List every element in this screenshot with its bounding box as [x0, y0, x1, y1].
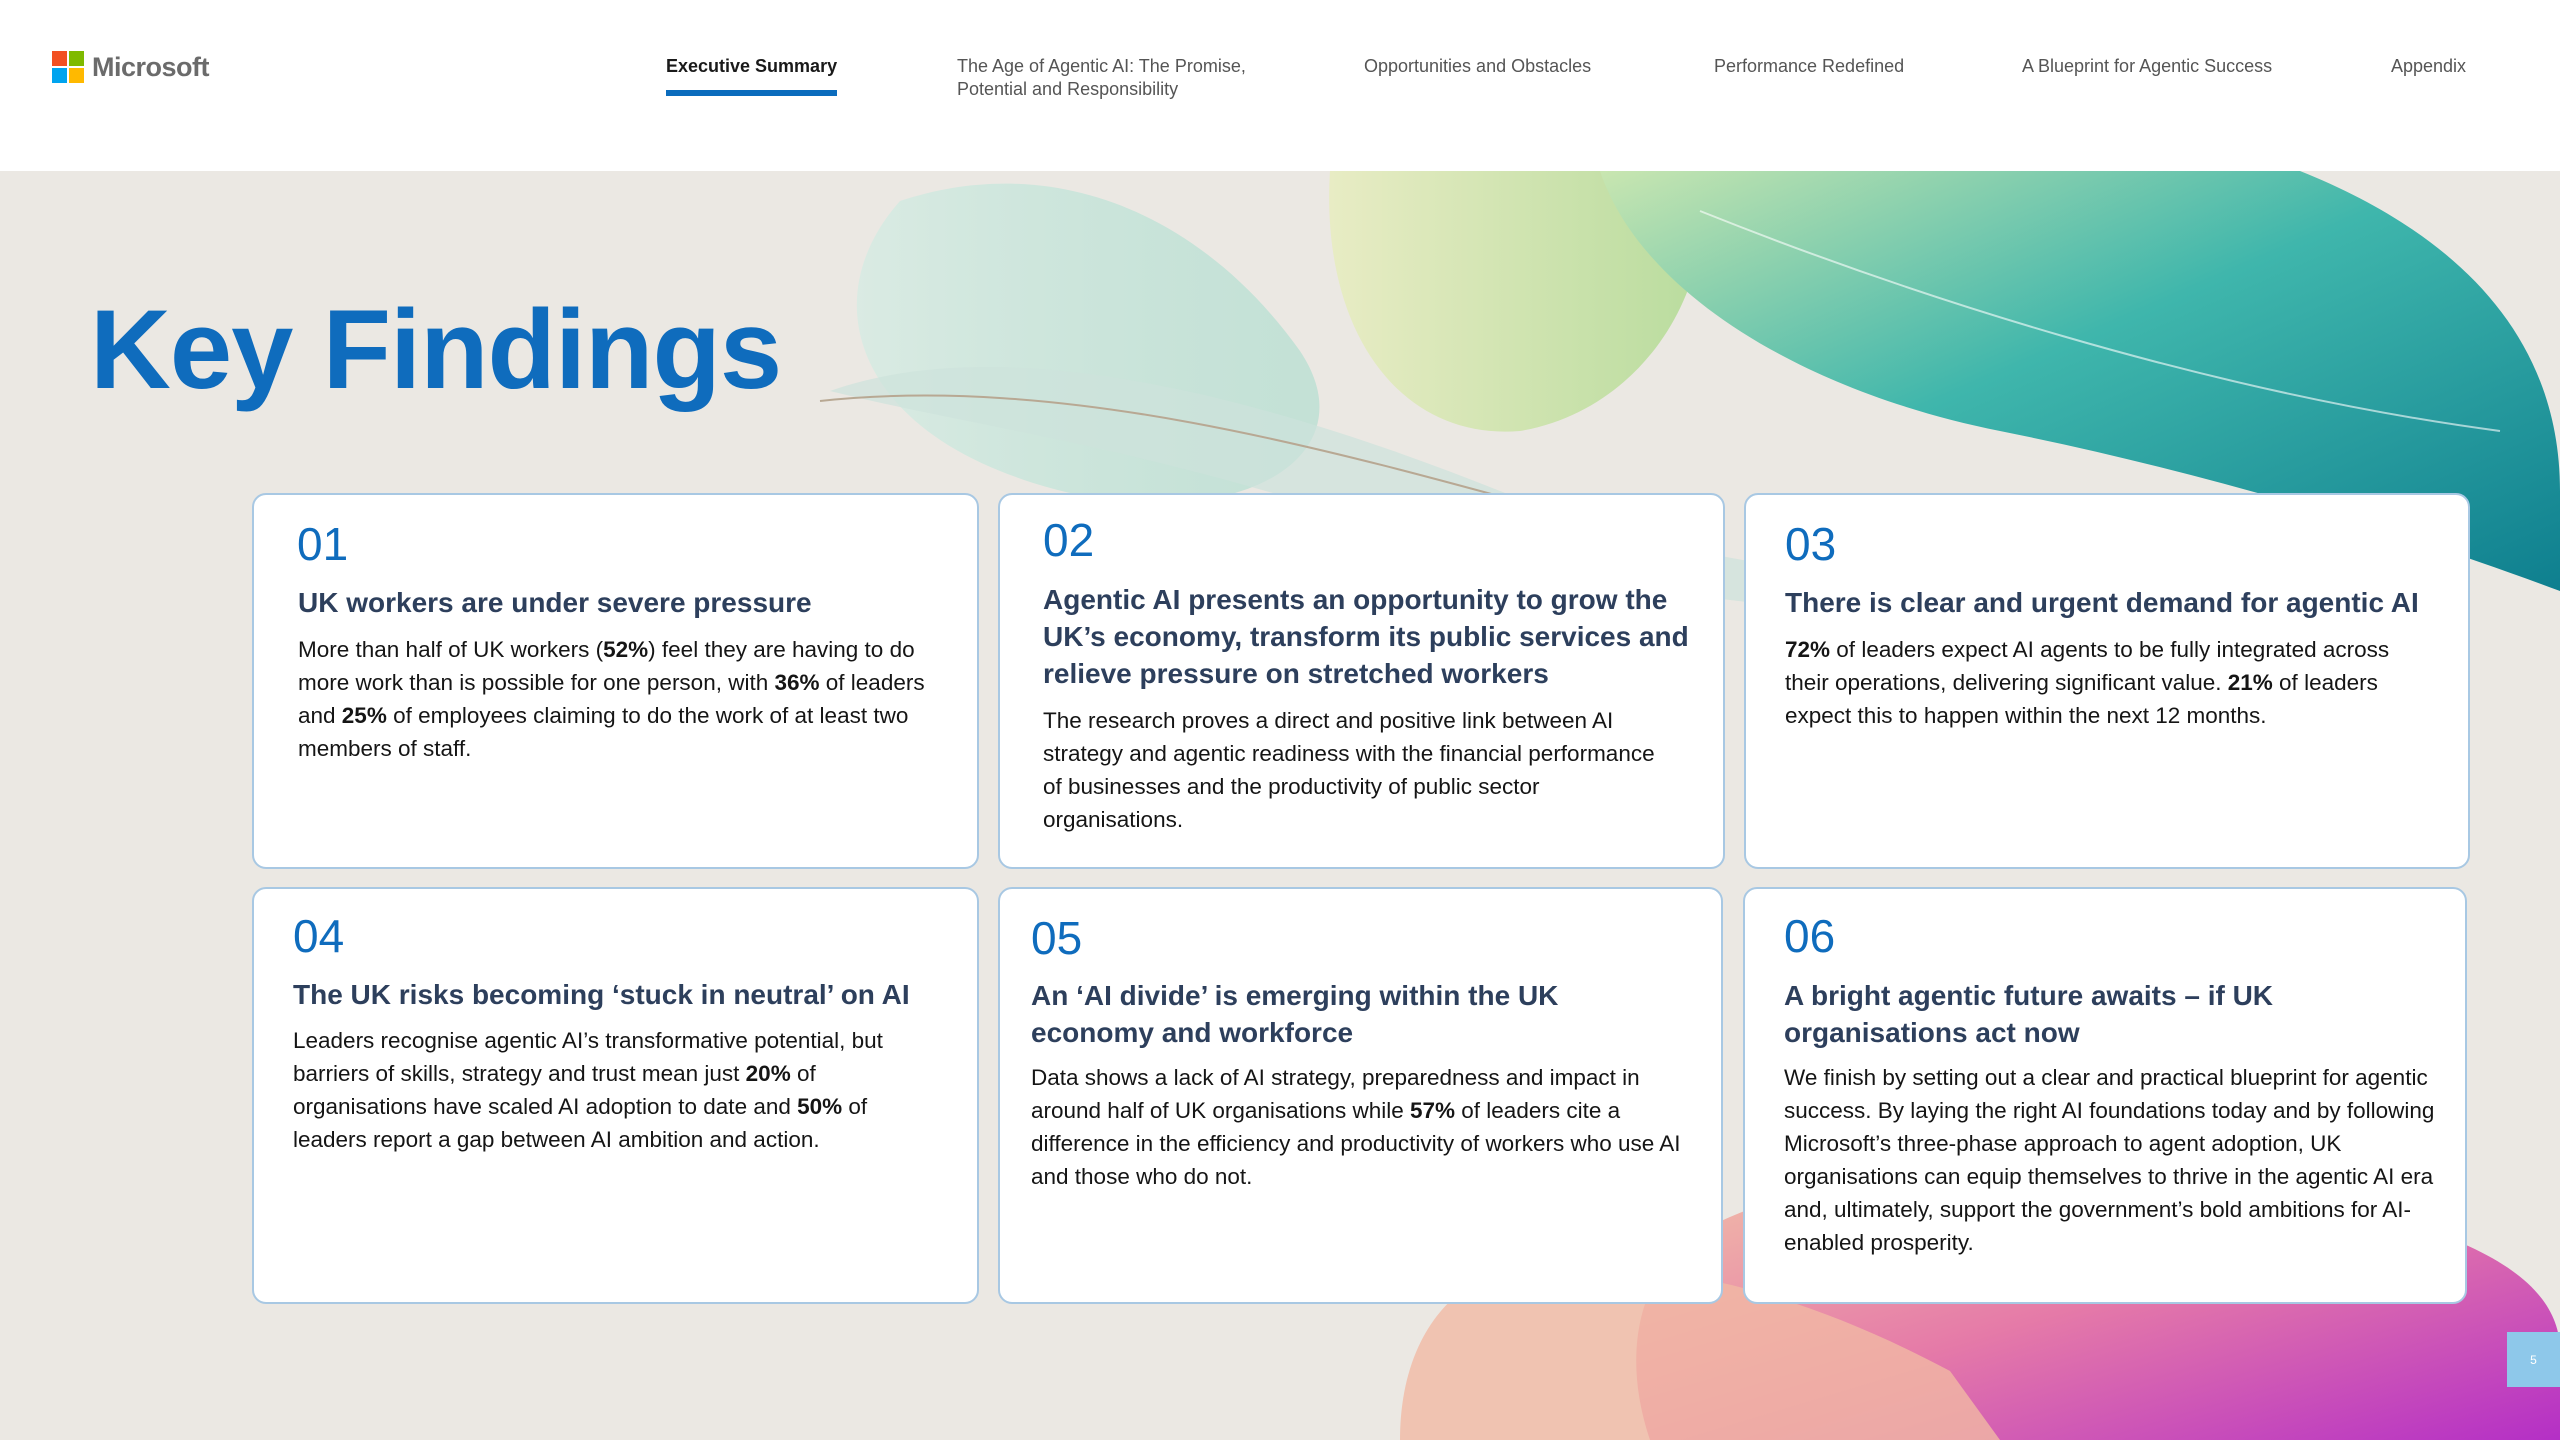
- stat-highlight: 25%: [341, 703, 387, 728]
- body-text: Data shows a lack of AI strategy, preparedness and impact in around half of UK organisations while: [1031, 1065, 1640, 1123]
- nav-tab-label: Performance Redefined: [1714, 56, 1905, 76]
- stat-highlight: 57%: [1409, 1098, 1456, 1123]
- body-text: of leaders expect this to happen within the next 12 months.: [1785, 670, 2378, 728]
- finding-number: 05: [1031, 912, 1083, 964]
- finding-heading: A bright agentic future awaits – if UK organisations act now: [1784, 980, 2274, 1048]
- finding-heading: Agentic AI presents an opportunity to grow the UK’s economy, transform its public services and relieve pressure on stretched workers: [1043, 584, 1689, 689]
- page-number-badge: 5: [2507, 1332, 2560, 1387]
- finding-heading: An ‘AI divide’ is emerging within the UK economy and workforce: [1031, 980, 1559, 1048]
- finding-number: 03: [1785, 518, 1837, 570]
- microsoft-logo[interactable]: [52, 51, 209, 83]
- nav-tab-executive-summary[interactable]: [666, 55, 837, 78]
- nav-tab-appendix[interactable]: [2391, 55, 2466, 78]
- finding-body: [298, 633, 948, 765]
- body-text: Leaders recognise agentic AI’s transformative potential, but barriers of skills, strategy and trust mean just: [293, 1028, 883, 1086]
- nav-tab-label-line1: The Age of Agentic AI: The Promise,: [957, 56, 1246, 76]
- finding-number: 06: [1784, 910, 1836, 962]
- active-tab-indicator: [666, 90, 837, 96]
- body-text: The research proves a direct and positive link between AI strategy and agentic readiness with the financial performance of businesses and the productivity of public sector organisations.: [1043, 708, 1655, 832]
- body-text: More than half of UK workers (: [298, 637, 604, 662]
- finding-heading: The UK risks becoming ‘stuck in neutral’ on AI: [293, 979, 910, 1010]
- finding-number: 02: [1043, 514, 1095, 566]
- finding-heading: There is clear and urgent demand for agentic AI: [1785, 587, 2419, 618]
- finding-card-01: [252, 493, 979, 869]
- nav-tab-opportunities-and-obstacles[interactable]: [1364, 55, 1591, 78]
- stat-highlight: 20%: [745, 1061, 791, 1086]
- stat-highlight: 52%: [603, 637, 649, 662]
- nav-tab-label-line2: Potential and Responsibility: [957, 79, 1179, 99]
- microsoft-logo-icon: [52, 51, 84, 83]
- finding-card-05: [998, 887, 1723, 1304]
- nav-tab-label: A Blueprint for Agentic Success: [2022, 56, 2273, 76]
- top-navigation-bar: [0, 0, 2560, 171]
- finding-body: [293, 1024, 923, 1156]
- finding-body: [1785, 633, 2435, 732]
- brand-name: Microsoft: [92, 51, 209, 82]
- body-text: ) feel they are having to do more work than is possible for one person, with: [298, 637, 915, 695]
- body-text: of employees claiming to do the work of at least two members of staff.: [298, 703, 909, 761]
- finding-number: 04: [293, 910, 345, 962]
- body-text: of leaders and: [298, 670, 925, 728]
- finding-body: [1784, 1061, 2444, 1259]
- finding-body: [1031, 1061, 1691, 1193]
- stat-highlight: 21%: [2227, 670, 2273, 695]
- body-text: of leaders expect AI agents to be fully integrated across their operations, delivering significant value.: [1785, 637, 2390, 695]
- nav-tab-label: Opportunities and Obstacles: [1364, 56, 1592, 76]
- stat-highlight: 36%: [774, 670, 820, 695]
- nav-tab-label: Executive Summary: [666, 56, 838, 76]
- body-text: of leaders report a gap between AI ambition and action.: [293, 1094, 868, 1152]
- stat-highlight: 72%: [1785, 637, 1831, 662]
- finding-body: [1043, 704, 1673, 836]
- nav-tab-performance-redefined[interactable]: [1714, 55, 1904, 78]
- finding-card-02: [998, 493, 1725, 869]
- body-text: of organisations have scaled AI adoption to date and: [293, 1061, 816, 1119]
- body-text: of leaders cite a difference in the efficiency and productivity of workers who use AI and those who do not.: [1031, 1098, 1681, 1189]
- body-text: We finish by setting out a clear and practical blueprint for agentic success. By laying the right AI foundations today and by following Microsoft’s three-phase approach to agent adoption, UK organisations can equip themselves to thrive in the agentic AI era and, ultimately, support the government’s bold ambitions for AI-enabled prosperity.: [1784, 1065, 2435, 1255]
- stat-highlight: 50%: [797, 1094, 843, 1119]
- finding-number: 01: [297, 518, 349, 570]
- finding-heading: UK workers are under severe pressure: [298, 587, 812, 618]
- nav-tab-age-of-agentic-ai[interactable]: [957, 55, 1246, 101]
- finding-card-06: [1743, 887, 2467, 1304]
- finding-card-04: [252, 887, 979, 1304]
- page-title: Key Findings: [90, 287, 782, 412]
- finding-card-03: [1744, 493, 2470, 869]
- nav-tab-blueprint-for-agentic-success[interactable]: [2022, 55, 2272, 78]
- nav-tab-label: Appendix: [2391, 56, 2467, 76]
